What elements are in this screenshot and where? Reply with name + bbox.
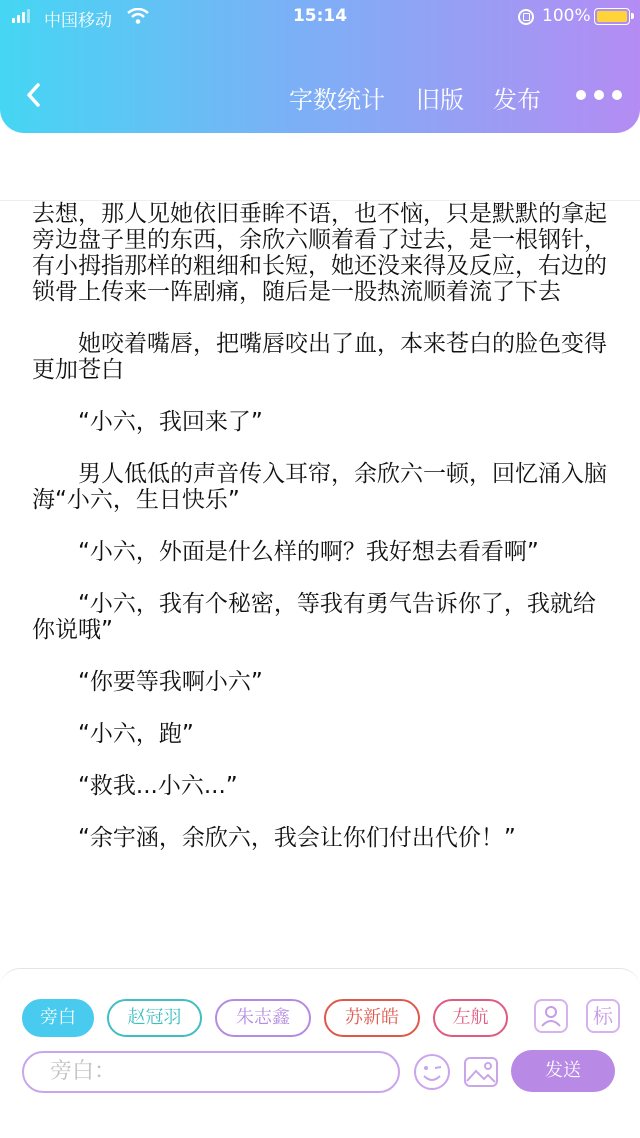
character-chip[interactable]: 左航 bbox=[433, 999, 508, 1037]
add-character-icon[interactable] bbox=[534, 999, 568, 1033]
character-chip[interactable]: 赵冠羽 bbox=[107, 999, 202, 1037]
battery-percent: 100% bbox=[542, 6, 591, 26]
word-count-button[interactable]: 字数统计 bbox=[289, 86, 385, 114]
character-chip[interactable]: 苏新皓 bbox=[324, 999, 420, 1037]
paragraph: “救我...小六...” bbox=[78, 773, 238, 799]
paragraph: 去想，那人见她依旧垂眸不语，也不恼，只是默默的拿起旁边盘子里的东西，余欣六顺着看了过去，是一根钢针，有小拇指那样的粗细和长短，她还没来得及反应，右边的锁骨上传来一阵剧痛，随后是一股热流顺着流了下去 bbox=[32, 201, 607, 305]
battery-icon bbox=[594, 8, 630, 25]
paragraph: “小六，我回来了” bbox=[78, 409, 263, 435]
status-bar bbox=[0, 0, 640, 34]
carrier-name: 中国移动 bbox=[44, 11, 112, 31]
story-content[interactable] bbox=[0, 133, 640, 968]
rotation-lock-icon bbox=[518, 9, 534, 25]
back-icon[interactable] bbox=[22, 80, 46, 110]
story-text bbox=[32, 201, 612, 877]
paragraph: “小六，我有个秘密，等我有勇气告诉你了，我就给你说哦” bbox=[32, 591, 596, 643]
paragraph: “你要等我啊小六” bbox=[78, 669, 263, 695]
paragraph: 男人低低的声音传入耳帘，余欣六一顿，回忆涌入脑海“小六，生日快乐” bbox=[32, 461, 607, 513]
old-version-button[interactable]: 旧版 bbox=[416, 86, 464, 114]
mark-icon[interactable]: 标 bbox=[586, 999, 620, 1033]
publish-button[interactable]: 发布 bbox=[493, 86, 541, 114]
app-header bbox=[0, 0, 640, 133]
more-icon[interactable] bbox=[576, 90, 622, 100]
status-time: 15:14 bbox=[292, 6, 348, 26]
emoji-icon[interactable] bbox=[413, 1053, 451, 1091]
image-icon[interactable] bbox=[462, 1053, 500, 1091]
character-chip-narrator[interactable]: 旁白 bbox=[22, 999, 94, 1037]
paragraph: “小六，跑” bbox=[78, 721, 194, 747]
paragraph: 她咬着嘴唇，把嘴唇咬出了血，本来苍白的脸色变得更加苍白 bbox=[32, 331, 607, 383]
message-input[interactable]: 旁白： bbox=[22, 1051, 400, 1093]
character-chip[interactable]: 朱志鑫 bbox=[215, 999, 311, 1037]
send-button[interactable]: 发送 bbox=[511, 1050, 615, 1092]
paragraph: “余宇涵，余欣六，我会让你们付出代价！” bbox=[78, 825, 516, 851]
nav-bar bbox=[0, 60, 640, 132]
paragraph: “小六，外面是什么样的啊？我好想去看看啊” bbox=[78, 539, 539, 565]
composer-panel bbox=[0, 968, 640, 1138]
